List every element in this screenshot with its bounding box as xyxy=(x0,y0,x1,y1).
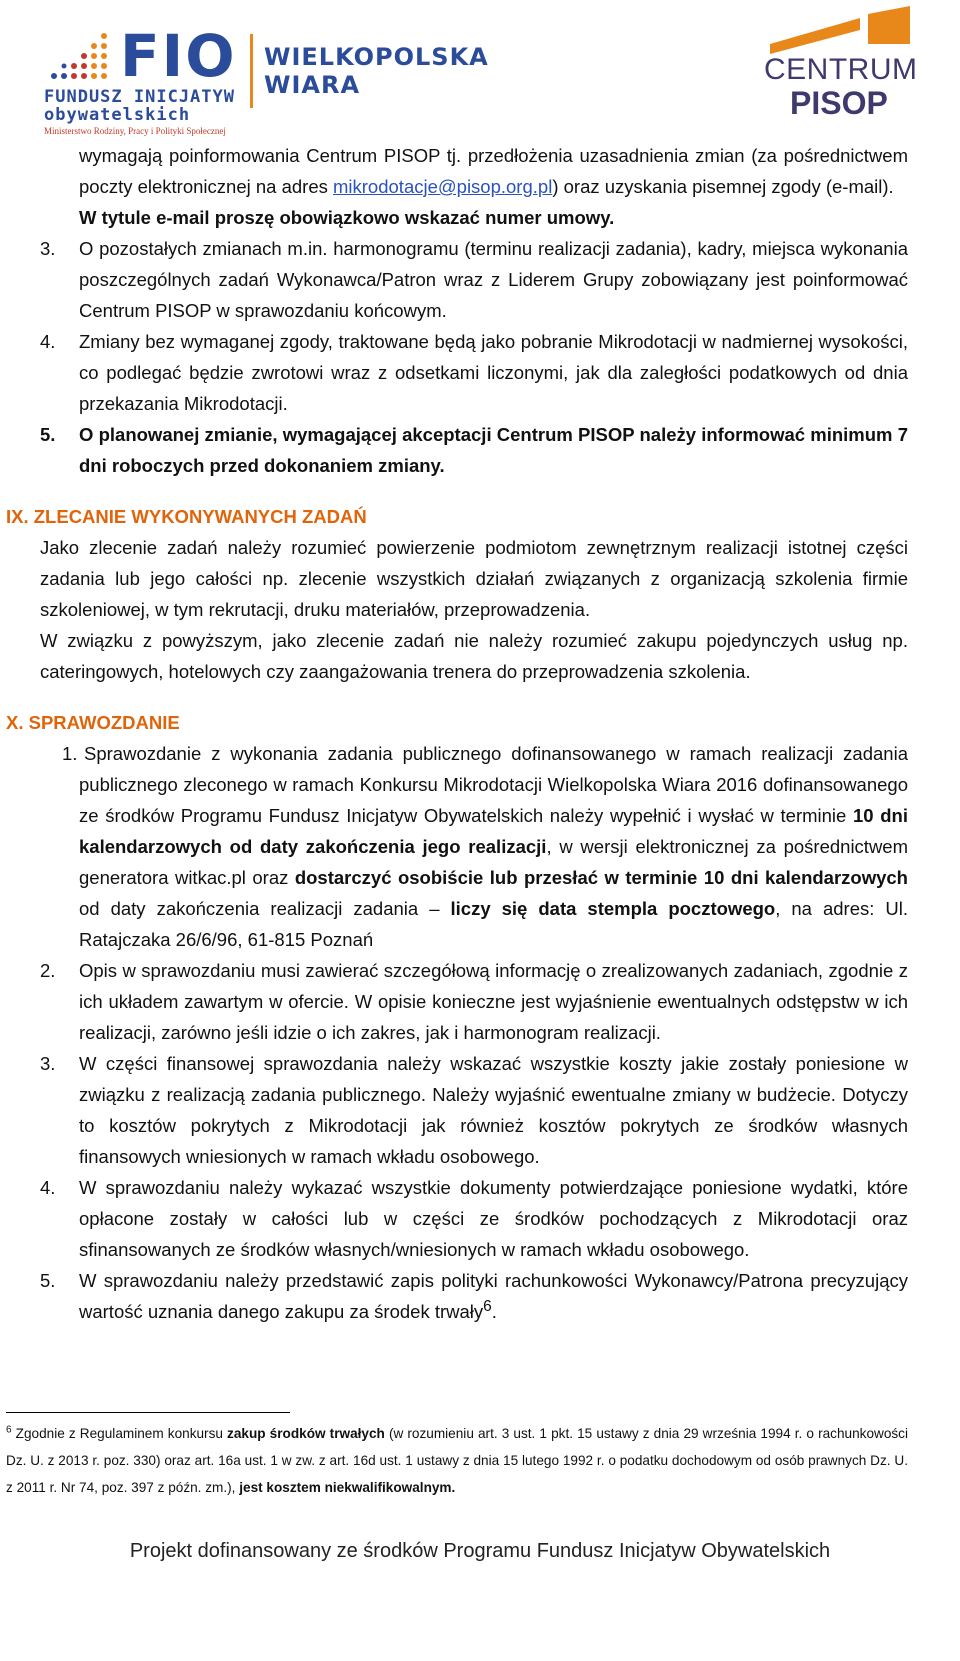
fio-logo xyxy=(44,22,489,136)
list-number: 1. xyxy=(62,743,78,764)
list-number: 5. xyxy=(40,1270,56,1291)
footnote-ref[interactable]: 6 xyxy=(483,1297,492,1315)
section-heading-ix: IX. ZLECANIE WYKONYWANYCH ZADAŃ xyxy=(6,506,367,527)
centrum-wordmark: CENTRUM xyxy=(764,53,918,86)
logo-divider xyxy=(250,34,253,108)
bold-instruction: W tytule e-mail proszę obowiązkowo wskazać numer umowy. xyxy=(79,207,615,228)
fio-subtitle-line2: obywatelskich xyxy=(44,105,191,125)
wiara-wordmark: WIARA xyxy=(264,71,361,99)
fio-subtitle-line1: FUNDUSZ INICJATYW xyxy=(44,87,235,107)
wielkopolska-wordmark: WIELKOPOLSKA xyxy=(264,43,489,71)
fio-wordmark: FIO xyxy=(120,22,237,90)
list-text: Zmiany bez wymaganej zgody, traktowane będą jako pobranie Mikrodotacji w nadmiernej wysokości, co podlegać będzie zwrotowi wraz z odsetkami liczonymi, jak dla zaległości podatkowych od dnia przekazania Mikrodotacji. xyxy=(79,331,908,414)
list-item xyxy=(0,233,960,326)
list-item xyxy=(0,955,960,1048)
text-run: wymagają poinformowania Centrum PISOP tj. przedłożenia uzasadnienia zmian (za pośrednictwem poczty elektronicznej na adres xyxy=(79,145,908,197)
fio-ministry-label: Ministerstwo Rodziny, Pracy i Polityki Społecznej xyxy=(44,126,226,136)
list-item xyxy=(0,419,960,481)
footnote-number: 6 xyxy=(6,1424,12,1436)
list-item xyxy=(0,326,960,419)
list-text: W części finansowej sprawozdania należy wskazać wszystkie koszty jakie zostały poniesione w związku z realizacją zadania publicznego. Należy wyjaśnić ewentualne zmiany w budżecie. Dotyczy to kosztów pokrytych z Mikrodotacji jak również kosztów pokrytych ze środków własnych finansowych wniesionych w ramach wkładu osobowego. xyxy=(79,1053,908,1167)
list-number: 3. xyxy=(40,238,56,259)
list-number: 3. xyxy=(40,1053,56,1074)
list-text: Sprawozdanie z wykonania zadania publicznego dofinansowanego w ramach realizacji zadania publicznego zleconego w ramach Konkursu Mikrodotacji Wielkopolska Wiara 2016 dofinansowanego ze środków Programu Fundusz Inicjatyw Obywatelskich należy wypełnić i wysłać w terminie 10 dni kalendarzowych od daty zakończenia jego realizacji, w wersji elektronicznej za pośrednictwem generatora witkac.pl oraz dostarczyć osobiście lub przesłać w terminie 10 dni kalendarzowych od daty zakończenia realizacji zadania – liczy się data stempla pocztowego, na adres: Ul. Ratajczaka 26/6/96, 61-815 Poznań xyxy=(79,743,909,950)
list-item xyxy=(0,738,960,955)
list-item xyxy=(0,1048,960,1172)
list-number: 4. xyxy=(40,1177,56,1198)
section-ix-paragraph: Jako zlecenie zadań należy rozumieć powierzenie podmiotom zewnętrznym realizacji istotnej części zadania lub jego całości np. zlecenie wszystkich działań związanych z organizacją szkolenia firmie szkoleniowej, w tym rekrutacji, druku materiałów, przeprowadzenia. xyxy=(40,537,908,620)
email-link[interactable]: mikrodotacje@pisop.org.pl xyxy=(333,176,553,197)
list-text: O planowanej zmianie, wymagającej akceptacji Centrum PISOP należy informować minimum 7 dni roboczych przed dokonaniem zmiany. xyxy=(79,424,908,476)
list-text: Opis w sprawozdaniu musi zawierać szczegółową informację o zrealizowanych zadaniach, zgodnie z ich układem zawartym w ofercie. W opisie konieczne jest wyjaśnienie ewentualnych odstępstw w ich realizacji, zarówno jeśli idzie o ich zakres, jak i harmonogram realizacji. xyxy=(79,960,908,1043)
document-body xyxy=(0,140,960,1327)
list-number: 4. xyxy=(40,331,56,352)
section-heading-x: X. SPRAWOZDANIE xyxy=(6,712,180,733)
continued-paragraph xyxy=(0,140,960,202)
pisop-wordmark: PISOP xyxy=(790,85,888,121)
footnote: $^6$ Zgodnie z Regulaminem konkursu zakup środków trwałych (w rozumieniu art. 3 ust. 1 pkt. 15 ustawy z dnia 29 września 1994 r. o rachunkowości Dz. U. z 2013 r. poz. 330) oraz art. 16a ust. 1 w zw. z art. 16d ust. 1 ustawy z dnia 15 lutego 1992 r. o podatku dochodowym od osób prawnych Dz. U. z 2011 r. Nr 74, poz. 397 z późn. zm.), jest kosztem niekwalifikowalnym. xyxy=(6,1424,909,1495)
list-text: O pozostałych zmianach m.in. harmonogramu (terminu realizacji zadania), kadry, miejsca wykonania poszczególnych zadań Wykonawca/Patron wraz z Liderem Grupy zobowiązany jest poinformować Centrum PISOP w sprawozdaniu końcowym. xyxy=(79,238,908,321)
centrum-pisop-logo xyxy=(760,4,940,124)
list-number: 2. xyxy=(40,960,56,981)
pisop-orange-mark xyxy=(760,4,940,54)
page-footer: Projekt dofinansowany ze środków Programu Fundusz Inicjatyw Obywatelskich xyxy=(129,1540,831,1562)
footnote-separator xyxy=(6,1412,290,1413)
list-number: 5. xyxy=(40,424,56,445)
list-item xyxy=(0,1265,960,1327)
section-ix-paragraph: W związku z powyższym, jako zlecenie zadań nie należy rozumieć zakupu pojedynczych usług np. cateringowych, hotelowych czy zaangażowania trenera do przeprowadzenia szkolenia. xyxy=(40,630,908,682)
page-header xyxy=(0,0,960,140)
list-text: W sprawozdaniu należy wykazać wszystkie dokumenty potwierdzające poniesione wydatki, które opłacone zostały w całości lub w części ze środków pochodzących z Mikrodotacji oraz sfinansowanych ze środków własnych/wniesionych w ramach wkładu osobowego. xyxy=(79,1177,908,1260)
list-text: W sprawozdaniu należy przedstawić zapis polityki rachunkowości Wykonawcy/Patrona precyzujący wartość uznania danego zakupu za środek trwały$^6$. xyxy=(79,1270,908,1322)
list-item xyxy=(0,1172,960,1265)
fio-dots-graphic xyxy=(44,30,116,90)
text-run: ) oraz uzyskania pisemnej zgody (e-mail). xyxy=(552,176,894,197)
